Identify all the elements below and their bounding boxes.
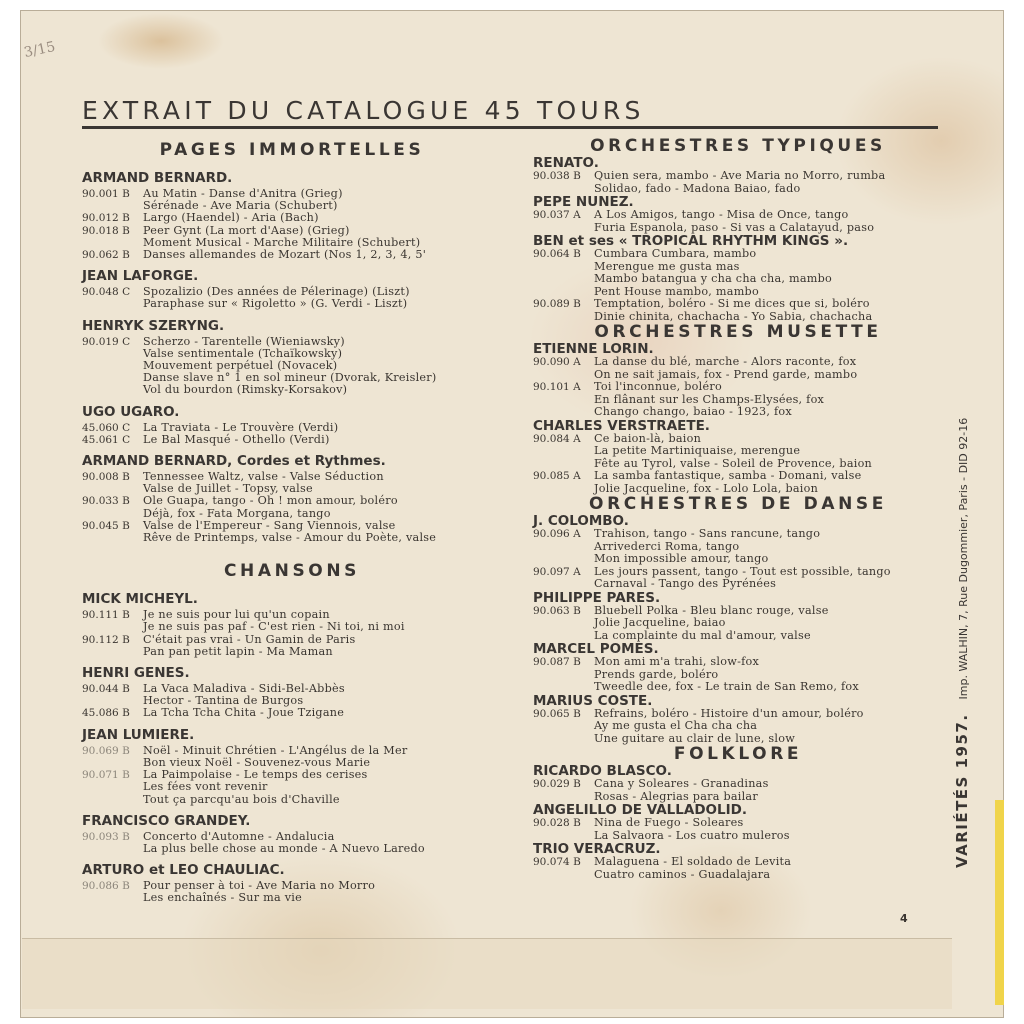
catalogue-entry: [82, 880, 502, 904]
catalogue-reference: 90.018 B: [82, 224, 130, 237]
catalogue-entry: [82, 434, 502, 446]
track-titles: Ce baion-là, baion: [594, 431, 702, 445]
catalogue-reference: 90.085 A: [533, 470, 581, 482]
track-titles: Une guitare au clair de lune, slow: [594, 731, 796, 745]
track-titles: Paraphase sur « Rigoletto » (G. Verdi - Liszt): [143, 297, 408, 311]
catalogue-reference: 90.062 B: [82, 249, 130, 262]
catalogue-reference: 45.060 C: [82, 421, 131, 434]
section-heading: ORCHESTRES MUSETTE: [594, 322, 882, 342]
catalogue-entry: [533, 209, 943, 234]
artist-name: RICARDO BLASCO.: [533, 763, 672, 779]
catalogue-entry: [533, 605, 943, 643]
track-titles: Solidao, fado - Madona Baiao, fado: [594, 181, 801, 195]
track-titles: Je ne suis pour lui qu'un copain: [143, 608, 330, 622]
track-titles: Trahison, tango - Sans rancune, tango: [594, 527, 821, 540]
catalogue-reference: 90.029 B: [533, 778, 581, 790]
track-titles: Largo (Haendel) - Aria (Bach): [143, 211, 319, 225]
inner-sleeve-edge: [995, 800, 1004, 1005]
track-titles: Mambo batangua y cha cha cha, mambo: [594, 272, 833, 285]
track-titles: La petite Martiniquaise, merengue: [594, 444, 801, 457]
catalogue-entry: [82, 188, 502, 212]
track-titles: Refrains, boléro - Histoire d'un amour, boléro: [594, 706, 864, 720]
track-titles: Les enchaînés - Sur ma vie: [143, 891, 302, 905]
artist-name: FRANCISCO GRANDEY.: [82, 812, 251, 829]
artist-name: TRIO VERACRUZ.: [533, 841, 661, 857]
track-titles: Moment Musical - Marche Militaire (Schubert): [143, 235, 421, 249]
track-titles: Prends garde, boléro: [594, 667, 719, 681]
track-titles: Sérénade - Ave Maria (Schubert): [143, 199, 338, 213]
track-titles: Rosas - Alegrias para bailar: [594, 789, 758, 803]
catalogue-reference: 90.065 B: [533, 707, 581, 720]
catalogue-entry: [533, 528, 943, 566]
artist-name: MARCEL POMES.: [533, 641, 659, 657]
catalogue-entry: [533, 298, 943, 323]
track-titles: Tweedle dee, fox - Le train de San Remo, fox: [594, 680, 859, 693]
catalogue-entry: [82, 249, 502, 261]
track-titles: Cuatro caminos - Guadalajara: [594, 867, 771, 881]
artist-name: PHILIPPE PARES.: [533, 589, 661, 606]
catalogue-reference: 90.097 A: [533, 565, 581, 578]
catalogue-reference: 90.019 C: [82, 335, 131, 348]
track-titles: Je ne suis pas paf - C'est rien - Ni toi, ni moi: [143, 620, 405, 634]
track-titles: Furia Espanola, paso - Si vas a Calatayud, paso: [594, 220, 875, 234]
track-titles: Bluebell Polka - Bleu blanc rouge, valse: [594, 603, 829, 617]
artist-name: ARMAND BERNARD, Cordes et Rythmes.: [82, 453, 386, 470]
track-titles: Valse de l'Empereur - Sang Viennois, valse: [143, 518, 396, 532]
track-titles: Valse sentimentale (Tchaïkowsky): [143, 346, 343, 360]
track-titles: Au Matin - Danse d'Anitra (Grieg): [143, 187, 343, 200]
catalogue-reference: 90.033 B: [82, 495, 130, 508]
track-titles: Jolie Jacqueline, fox - Lolo Lola, baion: [594, 481, 819, 495]
track-titles: La complainte du mal d'amour, valse: [594, 628, 811, 642]
track-titles: Tout ça parcqu'au bois d'Chaville: [143, 792, 340, 806]
track-titles: Ole Guapa, tango - Oh ! mon amour, boléro: [143, 494, 398, 508]
catalogue-reference: 45.061 C: [82, 433, 131, 446]
track-titles: Rêve de Printemps, valse - Amour du Poète, valse: [143, 531, 437, 545]
track-titles: Tennessee Waltz, valse - Valse Séduction: [143, 470, 384, 484]
artist-name: HENRI GENES.: [82, 665, 190, 682]
section-heading: ORCHESTRES TYPIQUES: [590, 136, 886, 156]
track-titles: La plus belle chose au monde - A Nuevo Laredo: [143, 841, 425, 855]
track-titles: Cana y Soleares - Granadinas: [594, 777, 769, 790]
catalogue-entry: [533, 248, 943, 298]
track-titles: Temptation, boléro - Si me dices que si, boléro: [594, 297, 870, 310]
catalogue-entry: [82, 422, 502, 434]
catalogue-reference: 90.069 B: [82, 744, 130, 757]
artist-name: HENRYK SZERYNG.: [82, 317, 225, 334]
catalogue-entry: [82, 683, 502, 707]
track-titles: Déjà, fox - Fata Morgana, tango: [143, 506, 331, 520]
catalogue-reference: 90.111 B: [82, 609, 130, 622]
catalogue-entry: [533, 381, 943, 419]
track-titles: Carnaval - Tango des Pyrénées: [594, 577, 777, 590]
track-titles: Mouvement perpétuel (Novacek): [143, 359, 338, 373]
artist-name: PEPE NUNEZ.: [533, 194, 634, 210]
catalogue-reference: 90.008 B: [82, 471, 130, 484]
track-titles: Quien sera, mambo - Ave Maria no Morro, rumba: [594, 169, 886, 182]
section-heading: PAGES IMMORTELLES: [159, 140, 425, 160]
catalogue-reference: 90.037 A: [533, 209, 581, 221]
artist-name: ARTURO et LEO CHAULIAC.: [82, 862, 285, 879]
artist-name: ANGELILLO DE VALLADOLID.: [533, 802, 747, 818]
catalogue-reference: 90.084 A: [533, 432, 581, 445]
track-titles: Vol du bourdon (Rimsky-Korsakov): [143, 383, 348, 397]
track-titles: Nina de Fuego - Soleares: [594, 816, 744, 829]
track-titles: Pent House mambo, mambo: [594, 284, 759, 298]
catalogue-entry: [82, 336, 502, 397]
track-titles: Mon ami m'a trahi, slow-fox: [594, 655, 760, 668]
artist-name: JEAN LUMIERE.: [82, 726, 195, 743]
track-titles: On ne sait jamais, fox - Prend garde, mambo: [594, 367, 858, 381]
section-heading: CHANSONS: [223, 561, 361, 582]
artist-name: ETIENNE LORIN.: [533, 341, 654, 357]
track-titles: Fête au Tyrol, valse - Soleil de Provence, baion: [594, 456, 873, 470]
catalogue-reference: 90.012 B: [82, 212, 130, 225]
series-year: VARIÉTÉS 1957.: [953, 713, 971, 868]
catalogue-reference: 90.089 B: [533, 298, 581, 310]
catalogue-reference: 90.086 B: [82, 880, 130, 893]
catalogue-reference: 90.045 B: [82, 519, 130, 532]
track-titles: La samba fantastique, samba - Domani, valse: [594, 469, 862, 482]
catalogue-entry: [533, 856, 943, 881]
catalogue-reference: 90.038 B: [533, 170, 581, 182]
printer-imprint: Imp. WALHIN, 7, Rue Dugommier, Paris - DID 92-16: [957, 417, 970, 700]
catalogue-reference: 90.087 B: [533, 656, 581, 668]
track-titles: Jolie Jacqueline, baiao: [594, 616, 726, 629]
catalogue-entry: [82, 471, 502, 495]
catalogue-entry: [82, 212, 502, 224]
artist-name: JEAN LAFORGE.: [82, 268, 199, 285]
track-titles: Valse de Juillet - Topsy, valse: [143, 482, 313, 496]
catalogue-reference: 90.063 B: [533, 604, 581, 617]
catalogue-reference: 90.048 C: [82, 286, 131, 299]
track-titles: Malaguena - El soldado de Levita: [594, 855, 792, 868]
page-number: 4: [900, 912, 908, 925]
catalogue-entry: [82, 745, 502, 769]
catalogue-reference: 90.064 B: [533, 248, 581, 260]
track-titles: Bon vieux Noël - Souvenez-vous Marie: [143, 755, 371, 769]
artist-name: BEN et ses « TROPICAL RHYTHM KINGS ».: [533, 233, 849, 249]
artist-name: J. COLOMBO.: [533, 513, 629, 529]
catalogue-column-left: [82, 137, 502, 905]
catalogue-entry: [533, 470, 943, 495]
track-titles: La Tcha Tcha Chita - Joue Tzigane: [143, 706, 345, 720]
catalogue-reference: 90.044 B: [82, 683, 130, 696]
track-titles: C'était pas vrai - Un Gamin de Paris: [143, 632, 356, 646]
catalogue-entry: [533, 566, 943, 591]
catalogue-entry: [82, 609, 502, 633]
track-titles: Hector - Tantina de Burgos: [143, 694, 304, 708]
track-titles: Danses allemandes de Mozart (Nos 1, 2, 3, 4, 5': [143, 248, 427, 262]
catalogue-entry: [82, 634, 502, 658]
track-titles: Le Bal Masqué - Othello (Verdi): [143, 432, 330, 446]
track-titles: Merengue me gusta mas: [594, 259, 740, 273]
track-titles: Scherzo - Tarentelle (Wieniawsky): [143, 334, 345, 348]
catalogue-entry: [82, 520, 502, 544]
catalogue-entry: [533, 778, 943, 803]
catalogue-reference: 90.101 A: [533, 381, 581, 393]
track-titles: Cumbara Cumbara, mambo: [594, 247, 757, 260]
catalogue-entry: [533, 356, 943, 381]
catalogue-reference: 90.112 B: [82, 633, 130, 646]
catalogue-reference: 90.096 A: [533, 528, 581, 540]
artist-name: RENATO.: [533, 155, 599, 171]
catalogue-reference: 90.093 B: [82, 830, 130, 843]
catalogue-entry: [82, 495, 502, 519]
track-titles: Les jours passent, tango - Tout est possible, tango: [594, 564, 891, 578]
catalogue-reference: 90.074 B: [533, 856, 581, 868]
catalogue-reference: 90.090 A: [533, 356, 581, 368]
track-titles: La Vaca Maladiva - Sidi-Bel-Abbès: [143, 682, 345, 696]
catalogue-entry: [533, 433, 943, 471]
catalogue-entry: [82, 769, 502, 806]
section-heading: ORCHESTRES DE DANSE: [589, 494, 887, 514]
track-titles: Danse slave n° 1 en sol mineur (Dvorak, Kreisler): [143, 371, 437, 385]
catalogue-reference: 90.071 B: [82, 769, 130, 782]
track-titles: Noël - Minuit Chrétien - L'Angélus de la Mer: [143, 743, 408, 757]
track-titles: Arrivederci Roma, tango: [594, 539, 740, 553]
catalogue-entry: [533, 817, 943, 842]
track-titles: Spozalizio (Des années de Pélerinage) (Liszt): [143, 285, 410, 299]
catalogue-reference: 90.001 B: [82, 188, 130, 200]
track-titles: Les fées vont revenir: [143, 780, 268, 794]
catalogue-entry: [82, 831, 502, 855]
track-titles: Dinie chinita, chachacha - Yo Sabia, chachacha: [594, 309, 873, 323]
track-titles: Chango chango, baiao - 1923, fox: [594, 405, 792, 418]
title-underline: [82, 126, 938, 129]
handwritten-note: 3/15: [22, 38, 57, 62]
track-titles: Ay me gusta el Cha cha cha: [594, 719, 758, 732]
track-titles: A Los Amigos, tango - Misa de Once, tango: [594, 208, 849, 221]
artist-name: MICK MICHEYL.: [82, 591, 198, 608]
track-titles: Pour penser à toi - Ave Maria no Morro: [143, 879, 376, 893]
track-titles: En flânant sur les Champs-Elysées, fox: [594, 392, 825, 406]
catalogue-title: EXTRAIT DU CATALOGUE 45 TOURS: [82, 96, 645, 125]
track-titles: Concerto d'Automne - Andalucia: [143, 829, 335, 843]
track-titles: Mon impossible amour, tango: [594, 552, 769, 565]
catalogue-entry: [533, 170, 943, 195]
track-titles: Toi l'inconnue, boléro: [594, 380, 722, 393]
track-titles: La Salvaora - Los cuatro muleros: [594, 828, 790, 842]
catalogue-column-right: [533, 137, 943, 881]
catalogue-reference: 45.086 B: [82, 707, 130, 720]
artist-name: UGO UGARO.: [82, 403, 180, 420]
side-imprint: [952, 418, 971, 868]
track-titles: Peer Gynt (La mort d'Aase) (Grieg): [143, 223, 350, 237]
artist-name: CHARLES VERSTRAETE.: [533, 417, 710, 434]
artist-name: MARIUS COSTE.: [533, 692, 653, 709]
track-titles: Pan pan petit lapin - Ma Maman: [143, 644, 333, 658]
catalogue-entry: [82, 707, 502, 719]
track-titles: La danse du blé, marche - Alors raconte, fox: [594, 355, 857, 368]
catalogue-entry: [82, 225, 502, 249]
sleeve-flap: [22, 938, 952, 1009]
artist-name: ARMAND BERNARD.: [82, 170, 233, 186]
track-titles: La Traviata - Le Trouvère (Verdi): [143, 420, 339, 434]
catalogue-entry: [82, 286, 502, 310]
section-heading: FOLKLORE: [673, 744, 803, 764]
catalogue-entry: [533, 708, 943, 746]
track-titles: La Paimpolaise - Le temps des cerises: [143, 768, 368, 782]
catalogue-entry: [533, 656, 943, 694]
catalogue-reference: 90.028 B: [533, 817, 581, 829]
